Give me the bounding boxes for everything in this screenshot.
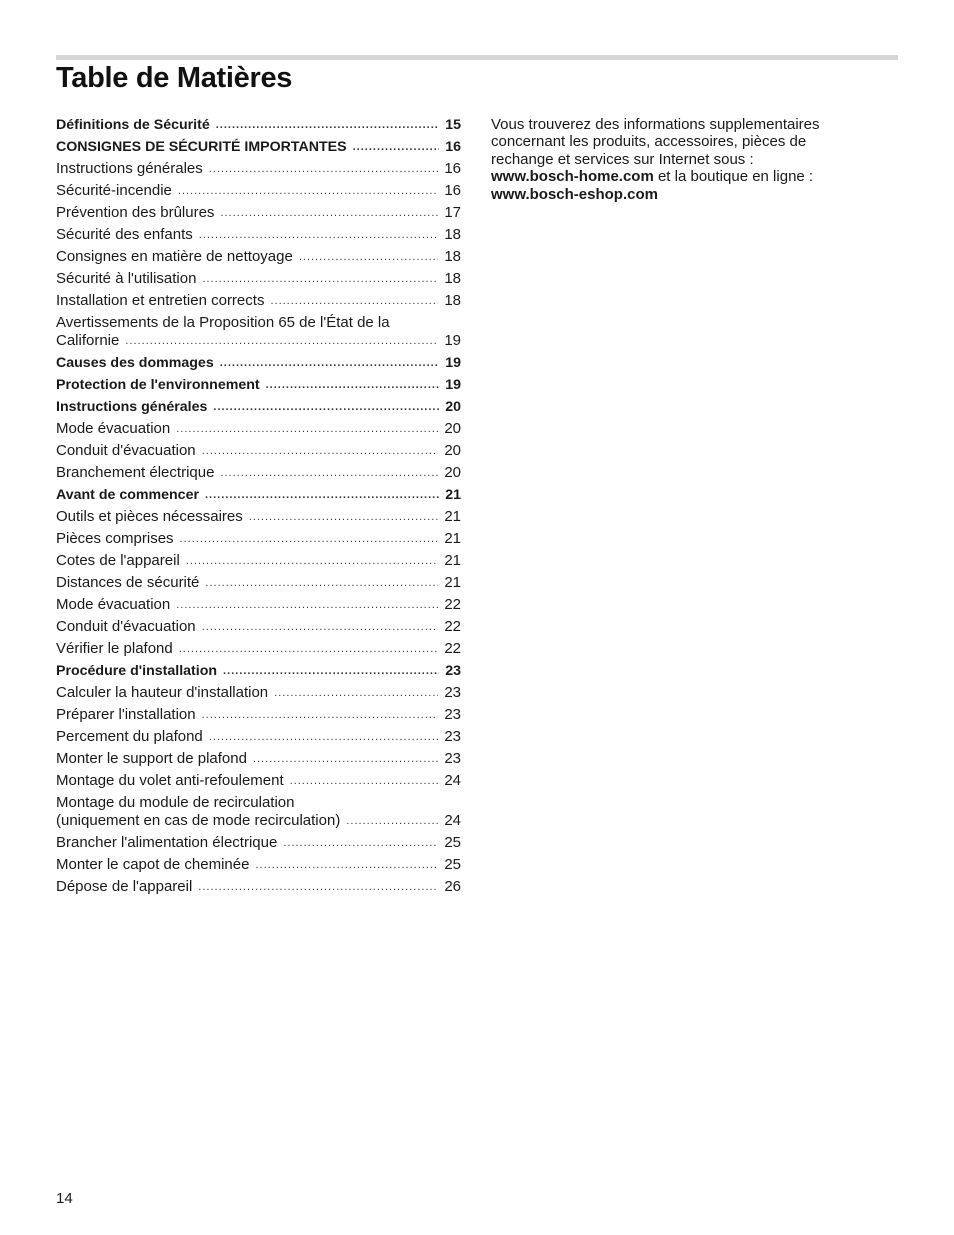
toc-entry[interactable] <box>56 550 461 572</box>
toc-entry-label: Conduit d'évacuation <box>56 442 196 459</box>
dot-leader <box>253 750 438 768</box>
dot-leader <box>202 270 438 288</box>
top-rule <box>56 55 898 60</box>
toc-entry-page: 20 <box>444 420 461 437</box>
dot-leader <box>180 530 439 548</box>
toc-entry-page: 16 <box>444 182 461 199</box>
toc-entry-label: Causes des dommages <box>56 355 214 371</box>
dot-leader <box>209 160 439 178</box>
toc-entry-label: Protection de l'environnement <box>56 377 260 393</box>
toc-entry-label: Dépose de l'appareil <box>56 878 193 895</box>
toc-entry[interactable] <box>56 418 461 440</box>
toc-entry[interactable] <box>56 854 461 876</box>
toc-entry-page: 21 <box>444 552 461 569</box>
toc-entry[interactable] <box>56 114 461 136</box>
dot-leader <box>353 138 439 156</box>
toc-entry[interactable] <box>56 224 461 246</box>
toc-entry-page: 19 <box>445 377 461 393</box>
toc-entry-label: Préparer l'installation <box>56 706 196 723</box>
dot-leader <box>186 552 439 570</box>
dot-leader <box>299 248 438 266</box>
toc-entry-label: Instructions générales <box>56 399 208 415</box>
dot-leader <box>220 354 439 372</box>
toc-entry[interactable] <box>56 312 461 352</box>
toc-entry-page: 23 <box>445 663 461 679</box>
toc-entry-label: Montage du module de recirculation <box>56 794 295 811</box>
toc-entry-label: Outils et pièces nécessaires <box>56 508 243 525</box>
toc-entry-label: Conduit d'évacuation <box>56 618 196 635</box>
toc-entry-page: 22 <box>444 596 461 613</box>
toc-entry-page: 22 <box>444 618 461 635</box>
toc-entry[interactable] <box>56 660 461 682</box>
toc-entry-label: Installation et entretien corrects <box>56 292 265 309</box>
toc-entry[interactable] <box>56 770 461 792</box>
table-of-contents <box>56 114 461 898</box>
toc-entry[interactable] <box>56 352 461 374</box>
toc-entry[interactable] <box>56 180 461 202</box>
toc-entry-label: Distances de sécurité <box>56 574 200 591</box>
toc-entry-page: 23 <box>444 684 461 701</box>
toc-entry-label: Mode évacuation <box>56 420 171 437</box>
toc-entry-page: 21 <box>444 508 461 525</box>
toc-entry-page: 16 <box>445 139 461 155</box>
dot-leader <box>216 116 439 134</box>
dot-leader <box>249 508 439 526</box>
dot-leader <box>176 420 438 438</box>
toc-entry-page: 18 <box>444 248 461 265</box>
toc-entry-label: Instructions générales <box>56 160 203 177</box>
toc-entry-label: Brancher l'alimentation électrique <box>56 834 278 851</box>
toc-entry-page: 23 <box>444 706 461 723</box>
toc-entry-label: Montage du volet anti-refoulement <box>56 772 284 789</box>
toc-entry-page: 16 <box>444 160 461 177</box>
dot-leader <box>223 662 439 680</box>
toc-entry[interactable] <box>56 572 461 594</box>
toc-entry[interactable] <box>56 832 461 854</box>
bosch-home-link[interactable]: www.bosch-home.com <box>491 168 654 186</box>
dot-leader <box>176 596 438 614</box>
toc-entry[interactable] <box>56 638 461 660</box>
toc-entry[interactable] <box>56 440 461 462</box>
toc-entry-page: 15 <box>445 117 461 133</box>
toc-entry-label: Percement du plafond <box>56 728 203 745</box>
toc-entry-page: 23 <box>444 728 461 745</box>
toc-entry-label: Sécurité-incendie <box>56 182 172 199</box>
toc-entry[interactable] <box>56 268 461 290</box>
info-mid-text: et la boutique en ligne : <box>653 168 814 186</box>
toc-entry-label: Cotes de l'appareil <box>56 552 180 569</box>
toc-entry-page: 24 <box>444 772 461 789</box>
toc-entry[interactable] <box>56 202 461 224</box>
toc-entry-label: Définitions de Sécurité <box>56 117 210 133</box>
toc-entry[interactable] <box>56 246 461 268</box>
toc-entry[interactable] <box>56 792 461 832</box>
toc-entry-page: 18 <box>444 270 461 287</box>
toc-entry[interactable] <box>56 876 461 898</box>
toc-entry[interactable] <box>56 484 461 506</box>
toc-entry-page: 22 <box>444 640 461 657</box>
toc-entry[interactable] <box>56 374 461 396</box>
dot-leader <box>125 332 438 350</box>
toc-entry-page: 18 <box>444 226 461 243</box>
toc-entry-page: 25 <box>444 834 461 851</box>
dot-leader <box>220 204 438 222</box>
toc-entry-label: Prévention des brûlures <box>56 204 215 221</box>
toc-entry-label: Branchement électrique <box>56 464 215 481</box>
toc-entry-page: 26 <box>444 878 461 895</box>
toc-entry-page: 25 <box>444 856 461 873</box>
toc-entry[interactable] <box>56 528 461 550</box>
toc-entry-label: Monter le support de plafond <box>56 750 247 767</box>
toc-entry[interactable] <box>56 290 461 312</box>
dot-leader <box>270 292 438 310</box>
info-text-line-3: rechange et services sur Internet sous : <box>491 150 754 168</box>
toc-entry[interactable] <box>56 136 461 158</box>
dot-leader <box>202 706 439 724</box>
toc-entry-page: 21 <box>445 487 461 503</box>
toc-entry-page: 17 <box>444 204 461 221</box>
toc-entry-page: 21 <box>444 530 461 547</box>
toc-entry-label: Procédure d'installation <box>56 663 218 679</box>
info-links-line <box>491 168 861 185</box>
info-block <box>491 116 861 203</box>
dot-leader <box>255 856 438 874</box>
toc-entry-page: 19 <box>445 355 461 371</box>
toc-entry[interactable] <box>56 704 461 726</box>
dot-leader <box>198 878 438 896</box>
dot-leader <box>178 182 438 200</box>
toc-entry[interactable] <box>56 462 461 484</box>
dot-leader <box>213 398 439 416</box>
toc-entry-label-continued: Californie <box>56 332 120 349</box>
info-text-line-2: concernant les produits, accessoires, pièces de <box>491 133 807 151</box>
toc-entry-page: 20 <box>445 399 461 415</box>
dot-leader <box>346 812 438 830</box>
toc-entry-label: Consignes en matière de nettoyage <box>56 248 293 265</box>
dot-leader <box>179 640 439 658</box>
toc-entry-label: CONSIGNES DE SÉCURITÉ IMPORTANTES <box>56 139 347 155</box>
dot-leader <box>202 618 439 636</box>
dot-leader <box>274 684 438 702</box>
dot-leader <box>290 772 439 790</box>
info-eshop-line <box>491 186 861 203</box>
page-number: 14 <box>56 1190 73 1207</box>
dot-leader <box>205 574 438 592</box>
toc-entry[interactable] <box>56 396 461 418</box>
toc-entry-page: 21 <box>444 574 461 591</box>
info-text-line-1: Vous trouverez des informations supplementaires <box>491 116 820 133</box>
toc-entry-label: Mode évacuation <box>56 596 171 613</box>
toc-entry[interactable] <box>56 748 461 770</box>
toc-entry[interactable] <box>56 682 461 704</box>
dot-leader <box>202 442 439 460</box>
toc-entry-page: 24 <box>444 812 461 829</box>
toc-entry[interactable] <box>56 158 461 180</box>
dot-leader <box>199 226 439 244</box>
toc-entry[interactable] <box>56 594 461 616</box>
toc-entry[interactable] <box>56 726 461 748</box>
toc-entry-label: Vérifier le plafond <box>56 640 173 657</box>
toc-entry-label-continued: (uniquement en cas de mode recirculation) <box>56 812 341 829</box>
toc-entry-page: 19 <box>444 332 461 349</box>
toc-entry-label: Avant de commencer <box>56 487 199 503</box>
toc-entry[interactable] <box>56 616 461 638</box>
page-title: Table de Matières <box>56 62 293 94</box>
toc-entry-page: 23 <box>444 750 461 767</box>
toc-entry-label: Sécurité des enfants <box>56 226 193 243</box>
toc-entry-page: 20 <box>444 464 461 481</box>
dot-leader <box>283 834 438 852</box>
toc-entry-label: Calculer la hauteur d'installation <box>56 684 269 701</box>
dot-leader <box>209 728 439 746</box>
dot-leader <box>205 486 439 504</box>
toc-entry-page: 20 <box>444 442 461 459</box>
toc-entry-label: Avertissements de la Proposition 65 de l'État de la <box>56 314 390 331</box>
toc-entry-label: Monter le capot de cheminée <box>56 856 250 873</box>
toc-entry-label: Pièces comprises <box>56 530 174 547</box>
toc-entry-label: Sécurité à l'utilisation <box>56 270 197 287</box>
dot-leader <box>220 464 438 482</box>
toc-entry[interactable] <box>56 506 461 528</box>
dot-leader <box>266 376 439 394</box>
toc-entry-page: 18 <box>444 292 461 309</box>
bosch-eshop-link[interactable]: www.bosch-eshop.com <box>491 185 658 203</box>
